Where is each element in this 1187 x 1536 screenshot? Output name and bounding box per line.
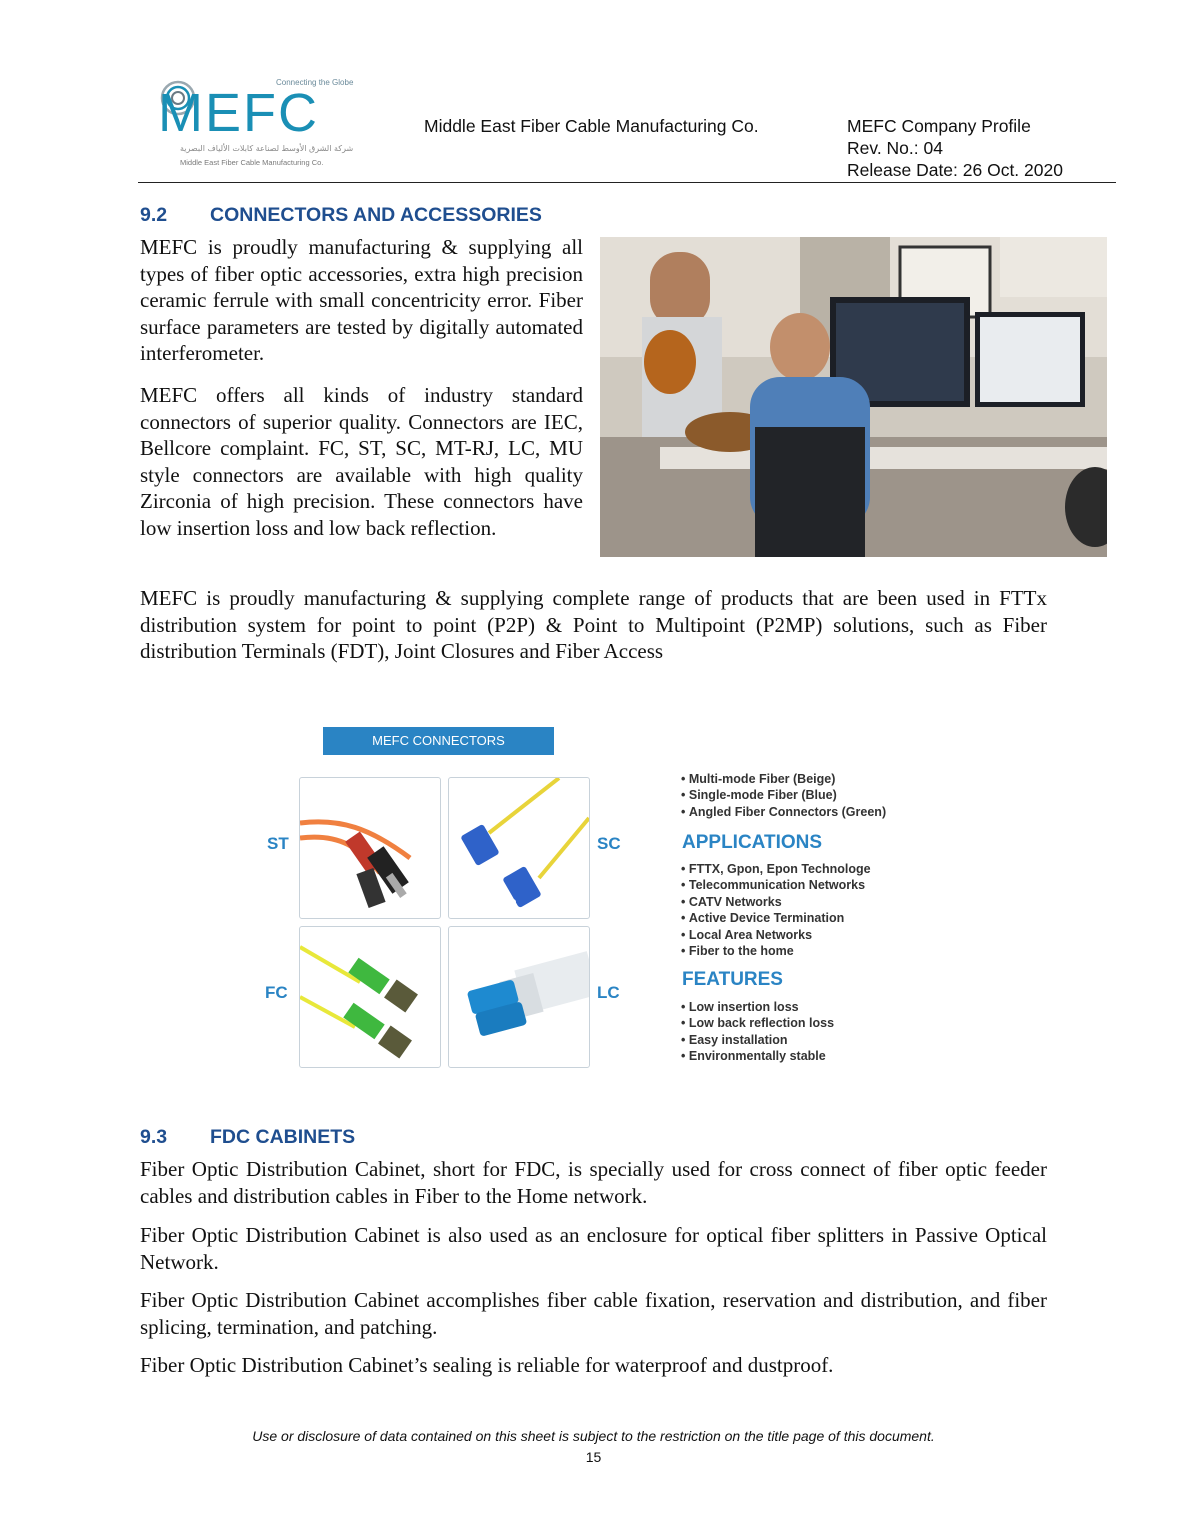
header-divider [138, 182, 1116, 183]
application-item: • FTTX, Gpon, Epon Technologe [681, 861, 871, 877]
section-9-3-title: FDC CABINETS [210, 1126, 356, 1148]
section-9-3-paragraph-1: Fiber Optic Distribution Cabinet, short for FDC, is specially used for cross connect of fiber optic feeder cables and distribution cables in Fiber to the Home network. [140, 1157, 1047, 1208]
feature-item: • Environmentally stable [681, 1048, 834, 1064]
sc-connector-icon [449, 778, 589, 918]
connector-types-list [681, 771, 886, 820]
section-9-3-paragraph-3: Fiber Optic Distribution Cabinet accomplishes fiber cable fixation, reservation and distribution, and fiber splicing, termination, and patching. [140, 1288, 1047, 1339]
application-item: • CATV Networks [681, 894, 871, 910]
connectors-banner: MEFC CONNECTORS [323, 727, 554, 755]
feature-item: • Low insertion loss [681, 999, 834, 1015]
label-st: ST [267, 834, 289, 853]
connector-type-item: • Multi-mode Fiber (Beige) [681, 771, 886, 787]
page-number: 15 [585, 1449, 602, 1465]
application-item: • Telecommunication Networks [681, 877, 871, 893]
application-item: • Fiber to the home [681, 943, 871, 959]
section-9-2-paragraph-2: MEFC offers all kinds of industry standard connectors of superior quality. Connectors are IEC, Bellcore complaint. FC, ST, SC, MT-RJ, LC, MU style connectors are available with high quality Zirconia of high precision. These connectors have low insertion loss and low back reflection. [140, 383, 583, 540]
header-revision: Rev. No.: 04 [847, 138, 943, 158]
footer-disclaimer: Use or disclosure of data contained on this sheet is subject to the restriction on the title page of this document. [252, 1428, 935, 1444]
header-release-date: Release Date: 26 Oct. 2020 [847, 160, 1063, 180]
label-sc: SC [597, 834, 621, 853]
applications-heading: APPLICATIONS [682, 832, 823, 853]
fc-connector-image [299, 926, 441, 1068]
section-9-3-paragraph-2: Fiber Optic Distribution Cabinet is also used as an enclosure for optical fiber splitters in Passive Optical Network. [140, 1223, 1047, 1274]
logo-wordmark: MEFC [158, 83, 319, 143]
lc-connector-image [448, 926, 590, 1068]
header-doc-title: MEFC Company Profile [847, 116, 1031, 136]
features-list [681, 999, 834, 1065]
fc-connector-icon [300, 927, 440, 1067]
st-connector-image [299, 777, 441, 919]
section-9-3-paragraph-4: Fiber Optic Distribution Cabinet’s sealing is reliable for waterproof and dustproof. [140, 1353, 834, 1377]
logo-arabic-name: شركة الشرق الأوسط لصناعة كابلات الألياف البصرية [180, 144, 354, 153]
features-heading: FEATURES [682, 969, 783, 990]
label-fc: FC [265, 983, 288, 1002]
company-logo [158, 78, 358, 176]
feature-item: • Easy installation [681, 1032, 834, 1048]
feature-item: • Low back reflection loss [681, 1015, 834, 1031]
section-9-2-paragraph-1: MEFC is proudly manufacturing & supplying all types of fiber optic accessories, extra high precision ceramic ferrule with small concentricity error. Fiber surface parameters are tested by digitally automated interferometer. [140, 235, 583, 366]
header-company-name: Middle East Fiber Cable Manufacturing Co. [424, 116, 759, 136]
label-lc: LC [597, 983, 620, 1002]
application-item: • Local Area Networks [681, 927, 871, 943]
section-9-2-number: 9.2 [140, 204, 168, 226]
section-9-3-number: 9.3 [140, 1126, 168, 1148]
section-9-2-title: CONNECTORS AND ACCESSORIES [210, 204, 542, 226]
connector-type-item: • Single-mode Fiber (Blue) [681, 787, 886, 803]
engineers-office-photo [600, 237, 1107, 557]
connector-type-item: • Angled Fiber Connectors (Green) [681, 804, 886, 820]
logo-tagline: Connecting the Globe [276, 78, 354, 87]
logo-english-name: Middle East Fiber Cable Manufacturing Co. [180, 158, 324, 167]
application-item: • Active Device Termination [681, 910, 871, 926]
lc-connector-icon [449, 927, 589, 1067]
applications-list [681, 861, 871, 959]
office-photo-illustration [600, 237, 1107, 557]
section-9-2-paragraph-3: MEFC is proudly manufacturing & supplying complete range of products that are been used in FTTx distribution system for point to point (P2P) & Point to Multipoint (P2MP) solutions, such as Fiber distribution Terminals (FDT), Joint Closures and Fiber Access [140, 586, 1047, 664]
sc-connector-image [448, 777, 590, 919]
st-connector-icon [300, 778, 440, 918]
